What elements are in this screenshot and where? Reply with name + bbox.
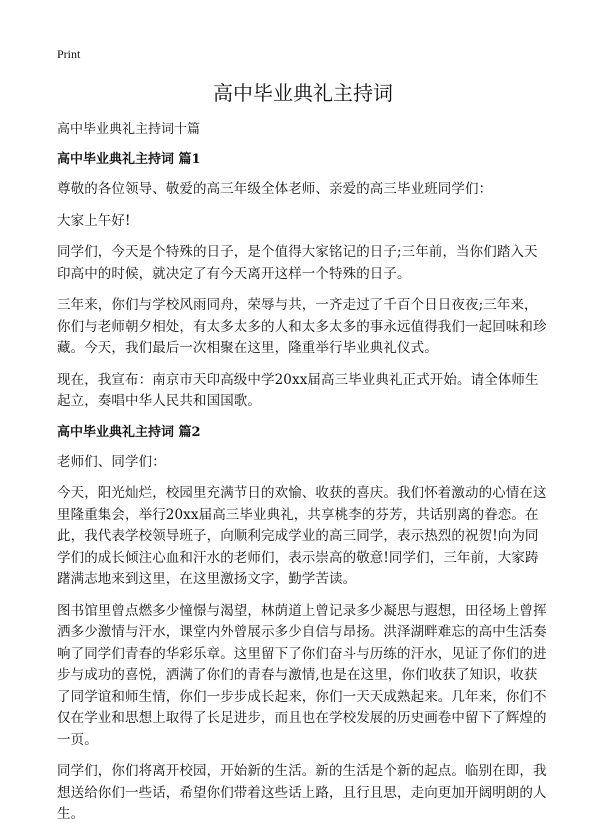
paragraph: 老师们、同学们： xyxy=(57,453,166,470)
paragraph: 同学们，你们将离开校园，开始新的生活。新的生活是个新的起点。临别在即，我想送给你们一些话，希望你们带着这些话上路，且行且思，走向更加开阔明朗的人生。 xyxy=(57,763,547,822)
paragraph: 三年来，你们与学校风雨同舟，荣辱与共，一齐走过了千百个日日夜夜;三年来，你们与老师朝夕相处，有太多太多的人和太多太多的事永远值得我们一起回味和珍藏。今天，我们最后一次相聚在这里，隆重举行毕业典礼仪式。 xyxy=(57,297,547,356)
section-2 xyxy=(57,423,549,826)
paragraph: 同学们，今天是个特殊的日子，是个值得大家铭记的日子;三年前，当你们踏入天印高中的时候，就决定了有今天离开这样一个特殊的日子。 xyxy=(57,244,538,282)
document-title: 高中毕业典礼主持词 xyxy=(213,81,393,105)
section-heading: 高中毕业典礼主持词 篇2 xyxy=(57,424,201,440)
paragraph: 现在，我宣布：南京市天印高级中学20xx届高三毕业典礼正式开始。请全体师生起立，奏唱中华人民共和国国歌。 xyxy=(57,371,539,409)
section-heading: 高中毕业典礼主持词 篇1 xyxy=(57,152,201,167)
paragraph: 图书馆里曾点燃多少憧憬与渴望，林荫道上曾记录多少凝思与遐想，田径场上曾挥洒多少激情与汗水，课堂内外曾展示多少自信与昂扬。洪泽湖畔难忘的高中生活奏响了同学们青春的华彩乐章。这里留下了你们奋斗与历练的汗水，见证了你们的进步与成功的喜悦，洒满了你们的青春与激情,也是在这里，你们收获了知识，收获了同学谊和师生情，你们一步步成长起来，你们一天天成熟起来。几年来，你们不仅在学业和思想上取得了长足进步，而且也在学校发展的历史画卷中留下了辉煌的一页。 xyxy=(57,602,547,748)
document-subtitle: 高中毕业典礼主持词十篇 xyxy=(57,122,201,137)
document-body xyxy=(57,120,549,836)
section-1 xyxy=(57,150,549,413)
print-label[interactable]: Print xyxy=(57,47,81,61)
paragraph: 尊敬的各位领导、敬爱的高三年级全体老师、亲爱的高三毕业班同学们： xyxy=(57,181,493,197)
paragraph: 今天，阳光灿烂，校园里充满节日的欢愉、收获的喜庆。我们怀着激动的心情在这里隆重集会，举行20xx届高三毕业典礼，共享桃李的芬芳，共话别离的眷恋。在此，我代表学校领导班子，向顺利完成学业的高三同学，表示热烈的祝贺!向为同学们的成长倾注心血和汗水的老师们，表示崇高的敬意!同学们，三年前，大家踌躇满志地来到这里，在这里激扬文字，勤学苦读。 xyxy=(57,485,547,587)
paragraph: 大家上午好! xyxy=(57,212,131,229)
